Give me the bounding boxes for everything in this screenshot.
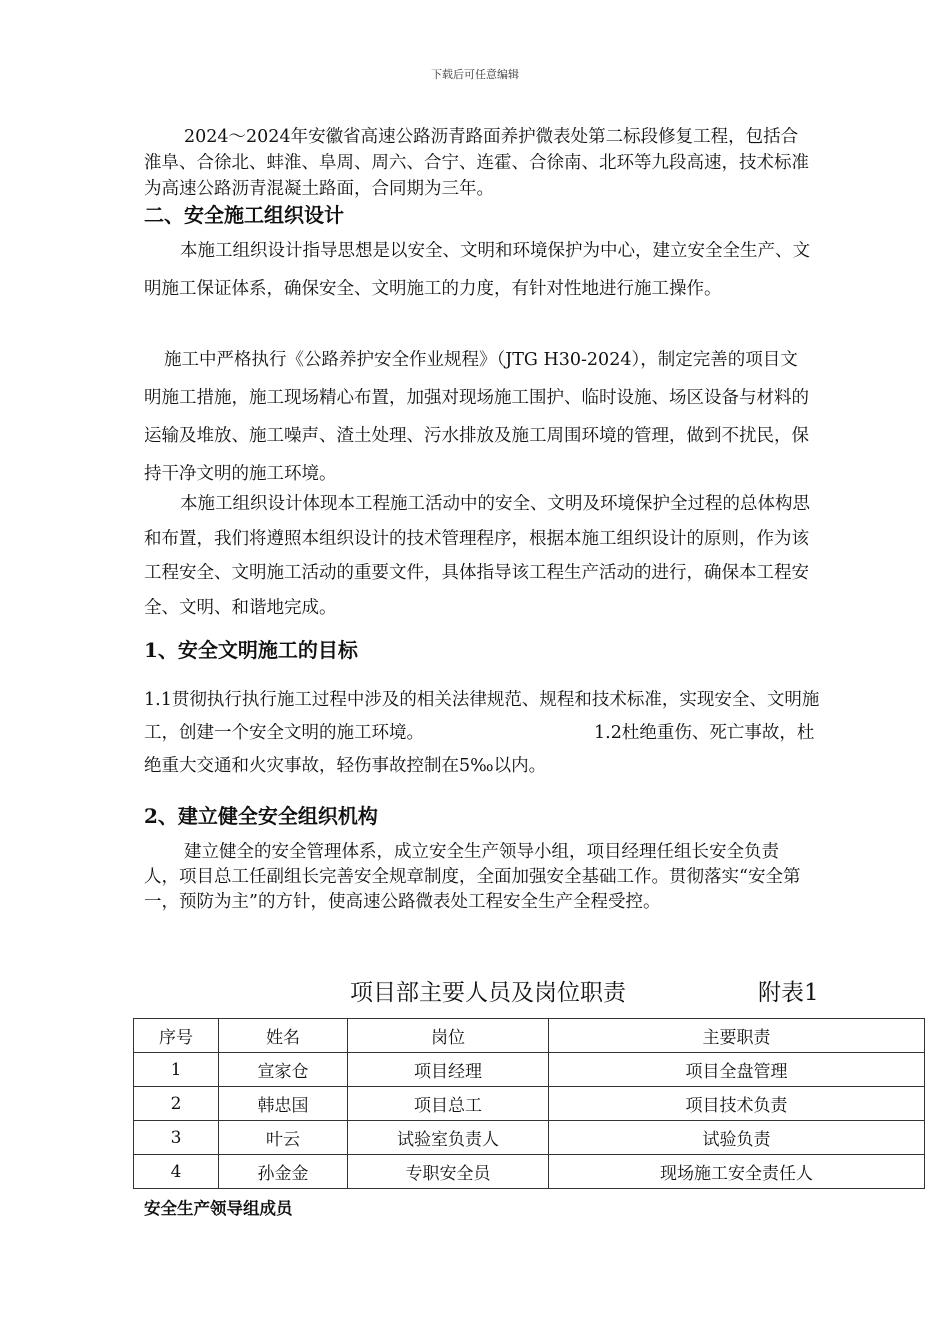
cell-position: 试验室负责人 <box>348 1121 549 1155</box>
section2-paragraph-2: 施工中严格执行《公路养护安全作业规程》（JTG H30-2024），制定完善的项目文明施工措施，施工现场精心布置，加强对现场施工围护、临时设施、场区设备与材料的运输及堆放、施工噪声、渣土处理、污水排放及施工周围环境的管理，做到不扰民，保持干净文明的施工环境。 <box>144 350 809 484</box>
cell-name: 孙金金 <box>219 1155 348 1189</box>
header-duties: 主要职责 <box>549 1019 925 1053</box>
section2-heading: 二、安全施工组织设计 <box>144 203 344 227</box>
cell-name: 叶云 <box>219 1121 348 1155</box>
cell-duties: 项目技术负责 <box>549 1087 925 1121</box>
table-row <box>134 1121 925 1155</box>
header-position: 岗位 <box>348 1019 549 1053</box>
cell-position: 专职安全员 <box>348 1155 549 1189</box>
section2-paragraph-3: 本施工组织设计体现本工程施工活动中的安全、文明及环境保护全过程的总体构思和布置，我们将遵照本组织设计的技术管理程序，根据本施工组织设计的原则，作为该工程安全、文明施工活动的重要文件，具体指导该工程生产活动的进行，确保本工程安全、文明、和谐地完成。 <box>144 494 810 618</box>
section2-paragraph-1: 本施工组织设计指导思想是以安全、文明和环境保护为中心，建立安全全生产、文明施工保证体系，确保安全、文明施工的力度，有针对性地进行施工操作。 <box>144 241 810 299</box>
table-row <box>134 1053 925 1087</box>
subsection2-paragraph: 建立健全的安全管理体系，成立安全生产领导小组，项目经理任组长安全负责人，项目总工任副组长完善安全规章制度，全面加强安全基础工作。贯彻落实“安全第一，预防为主”的方针，使高速公路微表处工程安全生产全程受控。 <box>144 842 801 912</box>
cell-duties: 试验负责 <box>549 1121 925 1155</box>
cell-index: 2 <box>134 1087 219 1121</box>
header-index: 序号 <box>134 1019 219 1053</box>
cell-index: 1 <box>134 1053 219 1087</box>
appendix-label: 附表1 <box>758 980 819 1006</box>
leadership-group-label: 安全生产领导组成员 <box>144 1199 293 1218</box>
intro-paragraph: 2024～2024年安徽省高速公路沥青路面养护微表处第二标段修复工程，包括合淮阜、合徐北、蚌淮、阜周、周六、合宁、连霍、合徐南、北环等九段高速，技术标准为高速公路沥青混凝土路面，合同期为三年。 <box>144 127 809 199</box>
cell-name: 宣家仓 <box>219 1053 348 1087</box>
table-row <box>134 1155 925 1189</box>
header-note: 下载后可任意编辑 <box>431 68 519 81</box>
header-name: 姓名 <box>219 1019 348 1053</box>
table-title: 项目部主要人员及岗位职责 <box>350 980 626 1006</box>
cell-index: 3 <box>134 1121 219 1155</box>
cell-duties: 现场施工安全责任人 <box>549 1155 925 1189</box>
subsection2-heading: 2、建立健全安全组织机构 <box>144 804 378 828</box>
cell-duties: 项目全盘管理 <box>549 1053 925 1087</box>
table-header-row <box>134 1019 925 1053</box>
subsection1-heading: 1、安全文明施工的目标 <box>144 638 358 662</box>
cell-name: 韩忠国 <box>219 1087 348 1121</box>
goals-paragraph <box>144 684 824 783</box>
cell-index: 4 <box>134 1155 219 1189</box>
goal-1-2: 1.2杜绝重伤、死亡事故，杜绝重大交通和火灾事故，轻伤事故控制在5‰以内。 <box>144 723 815 776</box>
staff-table <box>133 1018 925 1189</box>
goal-1-1: 1.1贯彻执行执行施工过程中涉及的相关法律规范、规程和技术标准，实现安全、文明施工，创建一个安全文明的施工环境。 <box>144 690 820 743</box>
cell-position: 项目总工 <box>348 1087 549 1121</box>
cell-position: 项目经理 <box>348 1053 549 1087</box>
table-row <box>134 1087 925 1121</box>
